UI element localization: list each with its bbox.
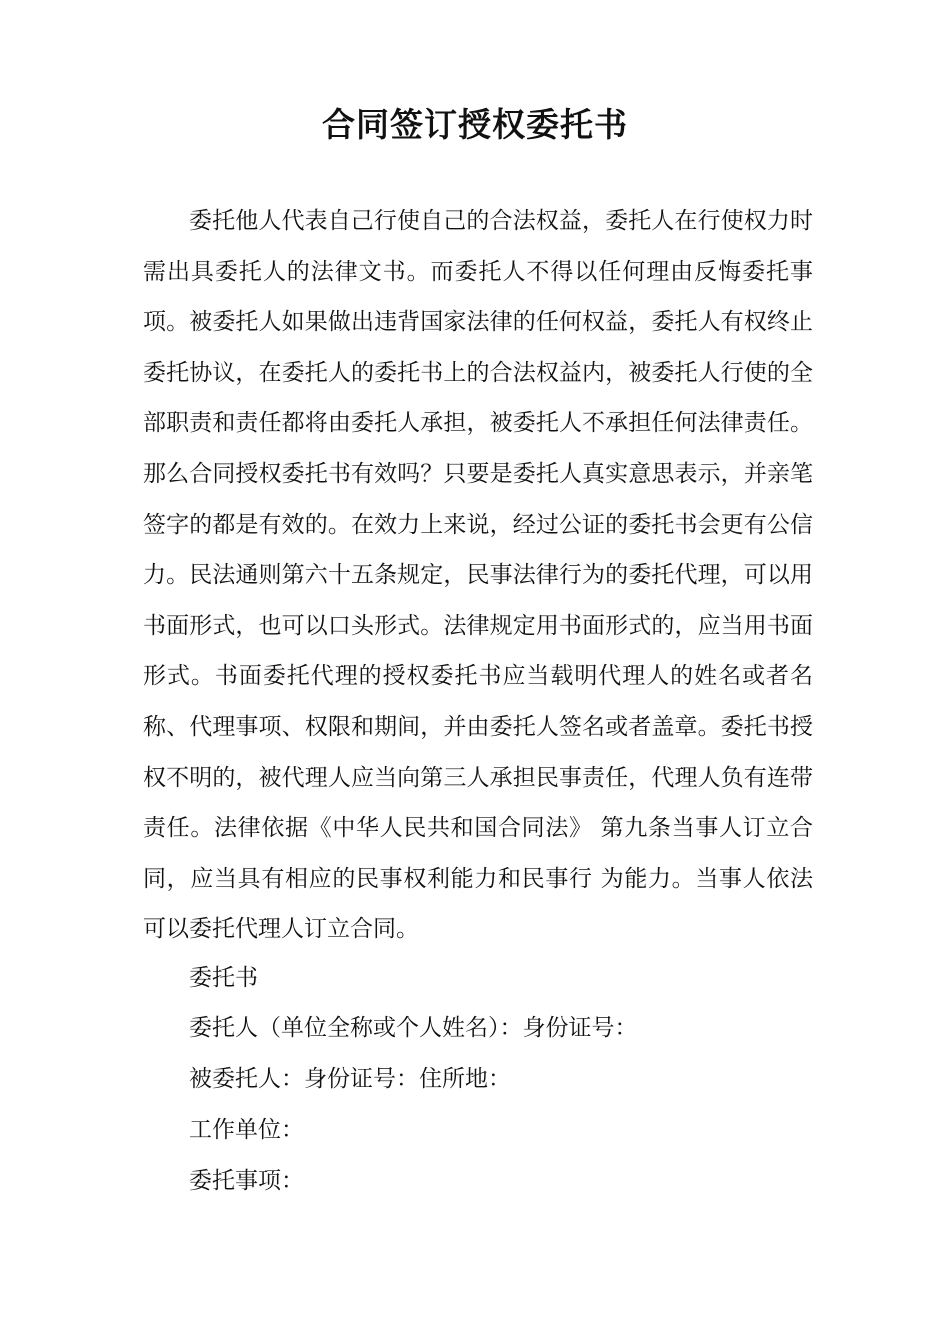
form-heading: 委托书 (189, 965, 258, 991)
body-paragraph: 委托他人代表自己行使自己的合法权益，委托人在行使权力时需出具委托人的法律文书。而委托人不得以任何理由反悔委托事项。被委托人如果做出违背国家法律的任何权益，委托人有权终止委托协议，在委托人的委托书上的合法权益内，被委托人行使的全部职责和责任都将由委托人承担，被委托人不承担任何法律责任。那么合同授权委托书有效吗？只要是委托人真实意思表示，并亲笔签字的都是有效的。在效力上来说，经过公证的委托书会更有公信力。民法通则第六十五条规定，民事法律行为的委托代理，可以用书面形式，也可以口头形式。法律规定用书面形式的，应当用书面形式。书面委托代理的授权委托书应当载明代理人的姓名或者名称、代理事项、权限和期间，并由委托人签名或者盖章。委托书授权不明的，被代理人应当向第三人承担民事责任，代理人负有连带责任。法律依据《中华人民共和国合同法》 第九条当事人订立合同，应当具有相应的民事权利能力和民事行 为能力。当事人依法可以委托代理人订立合同。 (143, 208, 813, 943)
agent-line: 被委托人：身份证号：住所地： (189, 1066, 511, 1092)
principal-line: 委托人（单位全称或个人姓名）：身份证号： (189, 1015, 638, 1041)
matters-line: 委托事项： (189, 1168, 304, 1194)
workplace-line: 工作单位： (189, 1117, 304, 1143)
document-title: 合同签订授权委托书 (322, 105, 628, 144)
